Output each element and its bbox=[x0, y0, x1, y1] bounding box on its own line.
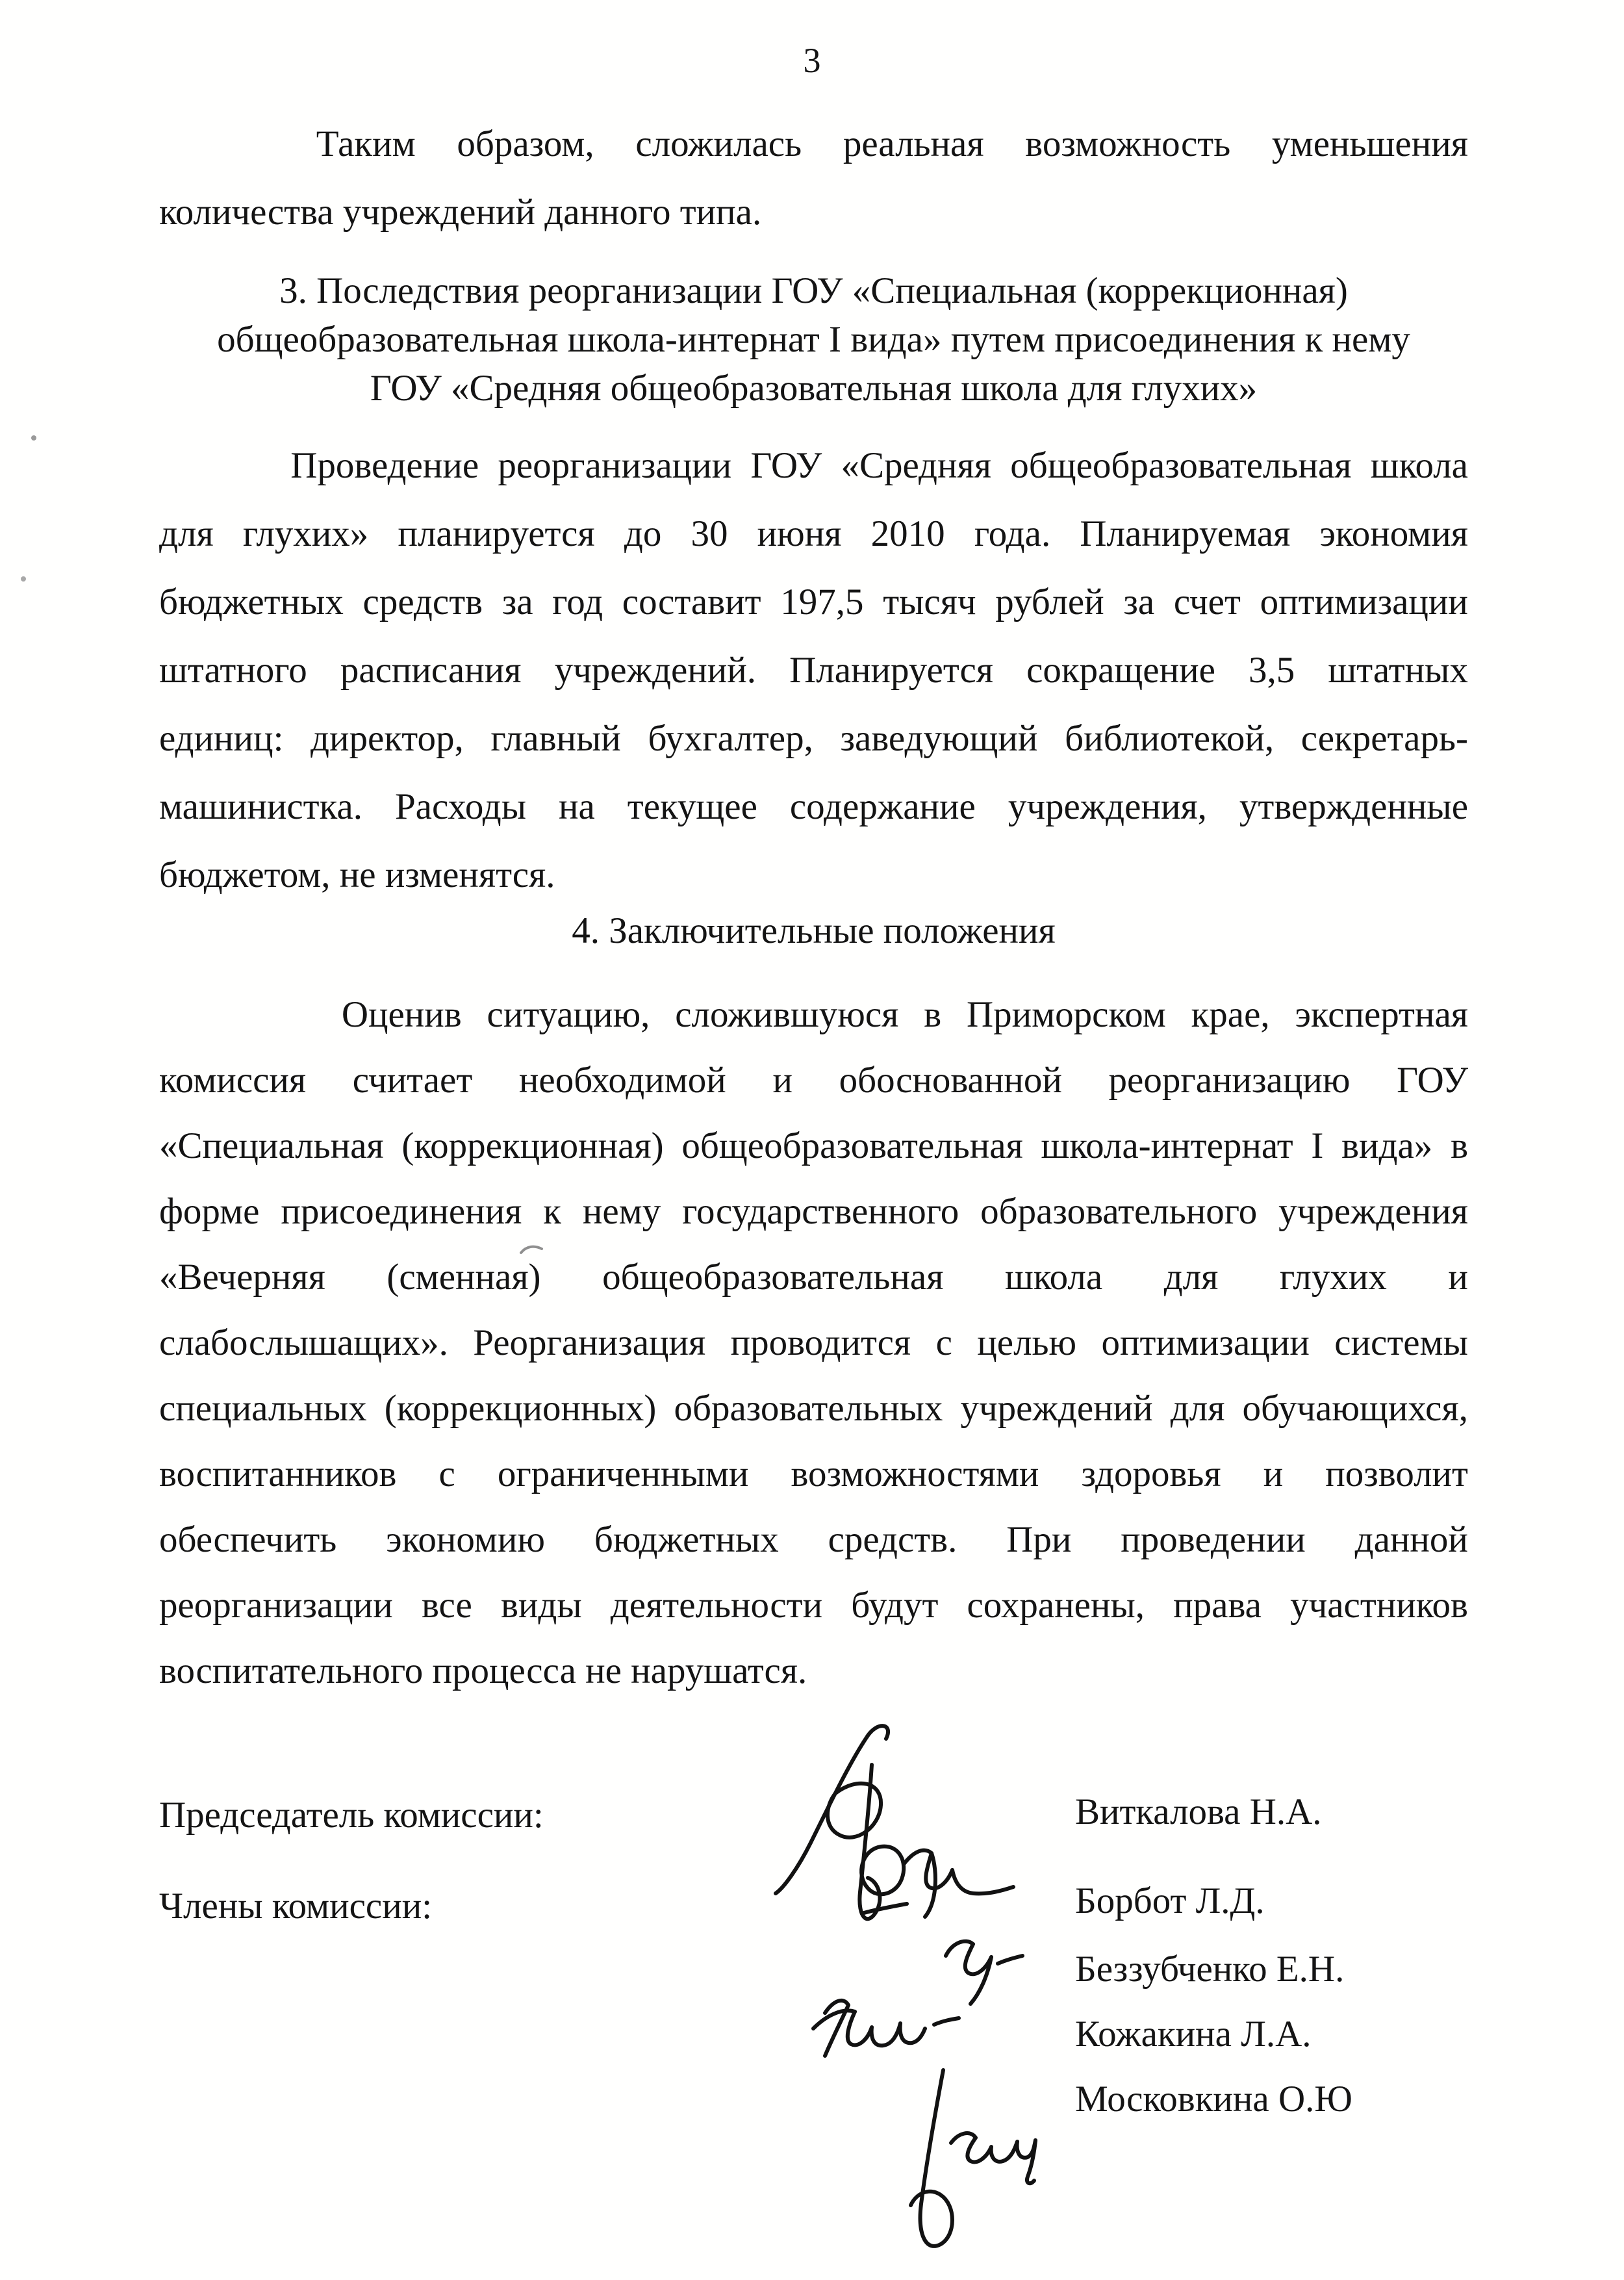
paragraph-conclusion: Оценив ситуацию, сложившуюся в Приморском крае, экспертная комиссия считает необходимой и обоснованной реорганизацию ГОУ «Специальная (коррекционная) общеобразовательная школа-интернат I вида» в форме присоединения к нему государственного образовательного учреждения «Вечерняя (сменная) общеобразовательная школа для глухих и слабослышащих». Реорганизация проводится с целью оптимизации системы специальных (коррекционных) образовательных учреждений для обучающихся, воспитанников с ограниченными возможностями здоровья и позволит обеспечить экономию бюджетных средств. При проведении данной реорганизации все виды деятельности будут сохранены, права участников воспитательного процесса не нарушатся. bbox=[159, 994, 1468, 1691]
chairman-label: Председатель комиссии: bbox=[159, 1795, 544, 1836]
page-number: 3 bbox=[803, 41, 821, 80]
scan-speck bbox=[21, 576, 26, 582]
member-name-1: Борбот Л.Д. bbox=[1075, 1880, 1265, 1921]
paragraph-summary: Таким образом, сложилась реальная возможность уменьшения количества учреждений данного типа. bbox=[159, 123, 1468, 233]
kozhakina-signature bbox=[813, 2001, 959, 2056]
section-3-heading: 3. Последствия реорганизации ГОУ «Специальная (коррекционная) общеобразовательная школа-интернат I вида» путем присоединения к нему ГОУ «Средняя общеобразовательная школа для глухих» bbox=[217, 270, 1410, 409]
paragraph-reorganization-plan: Проведение реорганизации ГОУ «Средняя общеобразовательная школа для глухих» планируется до 30 июня 2010 года. Планируемая экономия бюджетных средств за год составит 197,5 тысяч рублей за счет оптимизации штатного расписания учреждений. Планируется сокращение 3,5 штатных единиц: директор, главный бухгалтер, заведующий библиотекой, секретарь- машинистка. Расходы на текущее содержание учреждения, утвержденные бюджетом, не изменятся. bbox=[159, 445, 1468, 895]
chairman-name: Виткалова Н.А. bbox=[1075, 1791, 1322, 1832]
bezzubchenko-signature bbox=[946, 1941, 1022, 2004]
member-name-2: Беззубченко Е.Н. bbox=[1075, 1949, 1345, 1990]
section-4-heading: 4. Заключительные положения bbox=[572, 910, 1056, 951]
vitkalova-signature bbox=[776, 1726, 907, 1919]
borbot-signature bbox=[861, 1847, 1013, 1917]
members-label: Члены комиссии: bbox=[159, 1886, 433, 1927]
moskovkina-signature bbox=[911, 2070, 1035, 2246]
member-name-4: Московкина О.Ю bbox=[1075, 2079, 1352, 2120]
member-name-3: Кожакина Л.А. bbox=[1075, 2014, 1312, 2055]
scan-speck bbox=[31, 435, 36, 441]
